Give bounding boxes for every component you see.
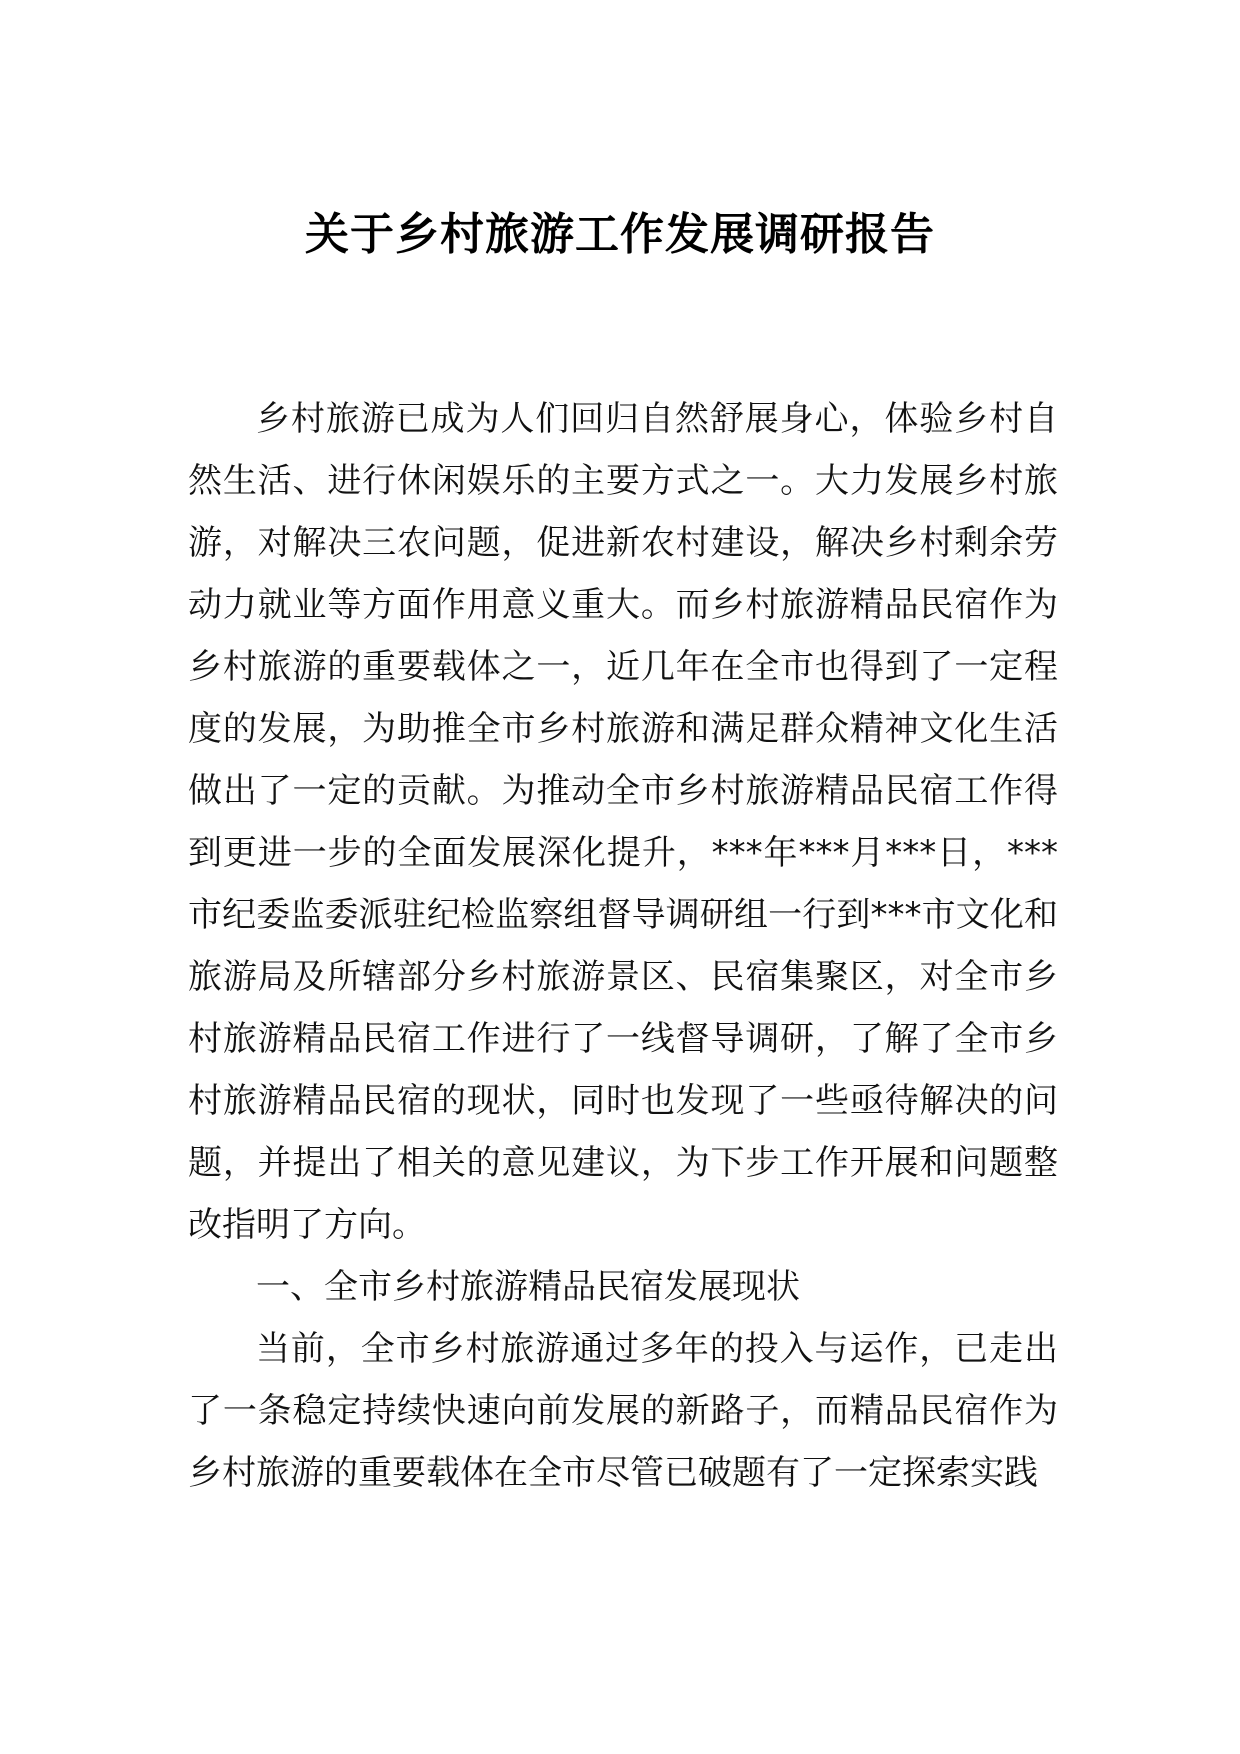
document-body [188,388,1058,1504]
section-paragraph: 当前，全市乡村旅游通过多年的投入与运作，已走出了一条稳定持续快速向前发展的新路子，而精品民宿作为乡村旅游的重要载体在全市尽管已破题有了一定探索实践 [188,1329,1058,1493]
section-heading: 一、全市乡村旅游精品民宿发展现状 [256,1267,800,1307]
document-title: 关于乡村旅游工作发展调研报告 [305,209,935,260]
intro-paragraph: 乡村旅游已成为人们回归自然舒展身心，体验乡村自然生活、进行休闲娱乐的主要方式之一。大力发展乡村旅游，对解决三农问题，促进新农村建设，解决乡村剩余劳动力就业等方面作用意义重大。而乡村旅游精品民宿作为乡村旅游的重要载体之一，近几年在全市也得到了一定程度的发展，为助推全市乡村旅游和满足群众精神文化生活做出了一定的贡献。为推动全市乡村旅游精品民宿工作得到更进一步的全面发展深化提升，***年***月***日，***市纪委监委派驻纪检监察组督导调研组一行到***市文化和旅游局及所辖部分乡村旅游景区、民宿集聚区，对全市乡村旅游精品民宿工作进行了一线督导调研，了解了全市乡村旅游精品民宿的现状，同时也发现了一些亟待解决的问题，并提出了相关的意见建议，为下步工作开展和问题整改指明了方向。 [188,399,1058,1245]
